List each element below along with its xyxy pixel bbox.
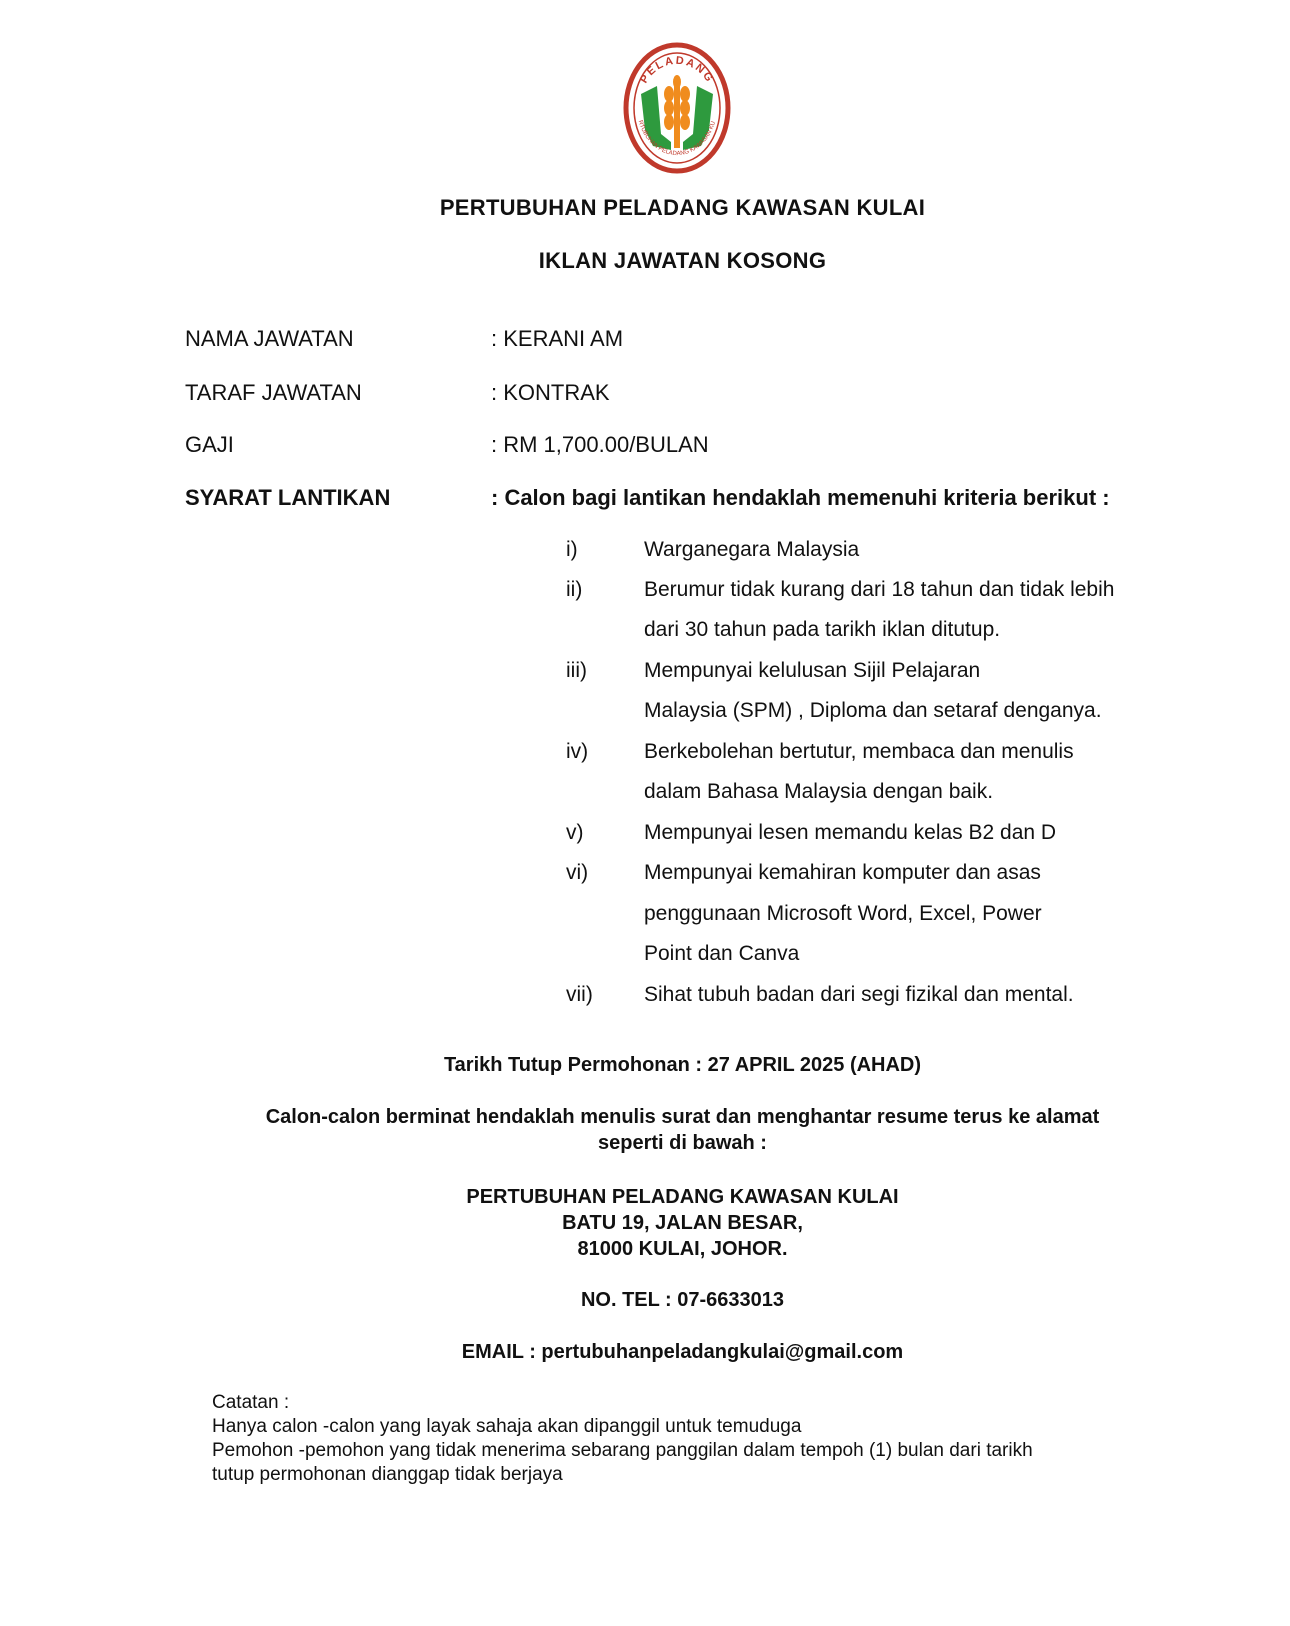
req-text: Point dan Canva [644,942,800,965]
req-number: iv) [566,740,589,763]
req-number: v) [566,821,584,844]
req-text: Mempunyai kelulusan Sijil Pelajaran [644,659,981,682]
notes-line-1: Hanya calon -calon yang layak sahaja akan dipanggil untuk temuduga [212,1416,802,1437]
req-text: Malaysia (SPM) , Diploma dan setaraf denganya. [644,699,1102,722]
req-number: vi) [566,861,589,884]
address-line-3: 81000 KULAI, JOHOR. [577,1238,788,1260]
notes-line-3: tutup permohonan dianggap tidak berjaya [212,1464,563,1485]
peladang-logo [623,42,731,175]
peladang-logo-icon [623,42,731,175]
req-text: dalam Bahasa Malaysia dengan baik. [644,780,994,803]
req-text: Mempunyai lesen memandu kelas B2 dan D [644,821,1057,844]
instruction-line-1: Calon-calon berminat hendaklah menulis surat dan menghantar resume terus ke alamat [265,1106,1100,1128]
address-line-1: PERTUBUHAN PELADANG KAWASAN KULAI [466,1186,899,1208]
ad-title: IKLAN JAWATAN KOSONG [538,248,827,273]
req-number: vii) [566,983,593,1006]
req-text: Berkebolehan bertutur, membaca dan menulis [644,740,1074,763]
req-text: dari 30 tahun pada tarikh iklan ditutup. [644,618,1001,641]
req-number: iii) [566,659,587,682]
svg-text:PERTUBUHAN PELADANG KAWASAN KU: RTUBUHAN PELADANG KAWASAN KU [636,119,717,158]
value-syarat-lantikan: : Calon bagi lantikan hendaklah memenuhi kriteria berikut : [491,485,1110,510]
req-number: i) [566,538,578,561]
email-address: EMAIL : pertubuhanpeladangkulai@gmail.com [461,1341,904,1363]
org-name-title: PERTUBUHAN PELADANG KAWASAN KULAI [439,195,926,220]
label-syarat-lantikan: SYARAT LANTIKAN [185,485,391,510]
closing-date: Tarikh Tutup Permohonan : 27 APRIL 2025 (AHAD) [443,1054,922,1076]
req-number: ii) [566,578,583,601]
value-taraf-jawatan: : KONTRAK [491,380,610,405]
notes-line-2: Pemohon -pemohon yang tidak menerima sebarang panggilan dalam tempoh (1) bulan dari tarikh [212,1440,1033,1461]
label-gaji: GAJI [185,432,234,457]
req-text: Berumur tidak kurang dari 18 tahun dan tidak lebih [644,578,1115,601]
instruction-line-2: seperti di bawah : [598,1132,767,1154]
req-text: Sihat tubuh badan dari segi fizikal dan mental. [644,983,1074,1006]
value-nama-jawatan: : KERANI AM [491,326,624,351]
label-taraf-jawatan: TARAF JAWATAN [185,380,362,405]
svg-text:PELADANG: PELADANG [638,54,716,86]
req-text: Warganegara Malaysia [644,538,860,561]
value-gaji: : RM 1,700.00/BULAN [491,432,709,457]
req-text: Mempunyai kemahiran komputer dan asas [644,861,1041,884]
label-nama-jawatan: NAMA JAWATAN [185,326,354,351]
req-text: penggunaan Microsoft Word, Excel, Power [644,902,1042,925]
address-line-2: BATU 19, JALAN BESAR, [562,1212,803,1234]
phone-number: NO. TEL : 07-6633013 [580,1289,785,1311]
notes-heading: Catatan : [212,1392,290,1413]
